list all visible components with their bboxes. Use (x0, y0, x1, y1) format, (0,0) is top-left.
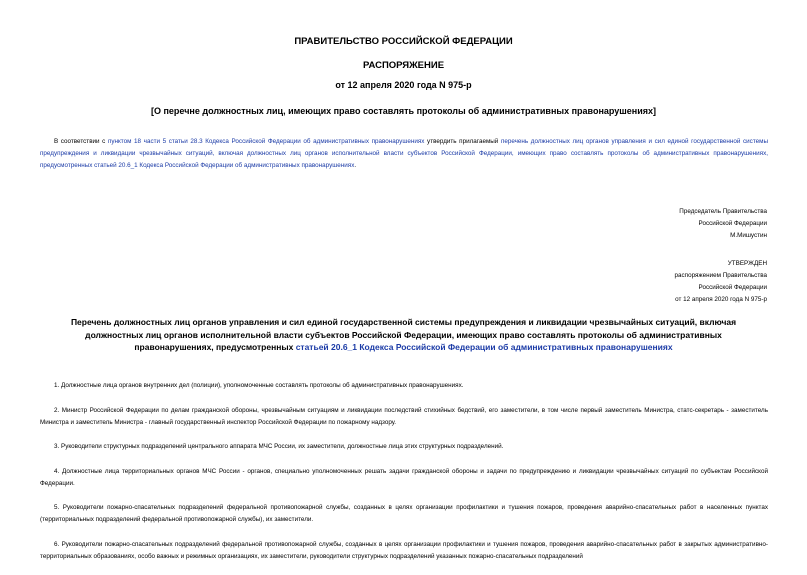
items-list (40, 380, 768, 575)
intro-text-3: . (354, 162, 357, 170)
list-item: 3. Руководители структурных подразделений центрального аппарата МЧС России, их заместители, должностные лица этих структурных подразделений. (54, 443, 504, 450)
list-item: 5. Руководители пожарно-спасательных подразделений федеральной противопожарной службы, созданных в целях организации профилактики и тушения пожаров, проведения аварийно-спасательных работ в населенных пунктах (территориальных подразделений федеральной противопожарной службы), их заместители. (40, 504, 768, 523)
government-heading: ПРАВИТЕЛЬСТВО РОССИЙСКОЙ ФЕДЕРАЦИИ (294, 36, 513, 47)
intro-link-article[interactable]: пунктом 18 части 5 статьи 28.3 Кодекса Российской Федерации об административных правонарушениях (107, 138, 425, 145)
approval-line-4: от 12 апреля 2020 года N 975-р (675, 296, 767, 303)
list-heading-text: Перечень должностных лиц органов управления и сил единой государственной системы предупреждения и ликвидации чрезвычайных ситуаций, включая должностных лиц органов исполнительной власти субъектов Российской Федерации, имеющих право составлять протоколы об административных правонарушениях, предусмотренных (70, 317, 737, 352)
list-item: 2. Министр Российской Федерации по делам гражданской обороны, чрезвычайным ситуациям и ликвидации последствий стихийных бедствий, его заместители, в том числе первый заместитель Министра, статс-секретарь - заместитель Министра и заместитель Министра - главный государственный инспектор Российской Федерации по пожарному надзору. (40, 406, 768, 426)
list-item: 1. Должностные лица органов внутренних дел (полиции), уполномоченные составлять протоколы об административных правонарушениях. (54, 382, 464, 389)
approval-line-2: распоряжением Правительства (674, 272, 767, 279)
approval-line-3: Российской Федерации (698, 284, 767, 291)
signature-block (679, 206, 767, 242)
intro-text-1: В соответствии с (54, 138, 108, 145)
signature-line-2: Российской Федерации (698, 220, 767, 227)
list-item: 4. Должностные лица территориальных органов МЧС России - органов, специально уполномоченных решать задачи гражданской обороны и задачи по предупреждению и ликвидации чрезвычайных ситуаций по субъектам Российской Федерации. (40, 467, 768, 487)
approval-block (675, 258, 767, 306)
signature-line-3: М.Мишустин (730, 232, 767, 239)
document-date: от 12 апреля 2020 года N 975-р (335, 80, 472, 90)
list-item: 6. Руководители пожарно-спасательных подразделений федеральной противопожарной службы, созданных в целях организации профилактики и тушения пожаров, проведения аварийно-спасательных работ в закрытых административно-территориальных образованиях, особо важных и режимных организациях, их заместители, руководители структурных подразделений указанных пожарно-спасательных подразделений (40, 540, 768, 560)
list-heading-link[interactable]: статьей 20.6_1 Кодекса Российской Федерации об административных правонарушениях (295, 342, 673, 352)
signature-line-1: Председатель Правительства (679, 208, 767, 215)
approval-line-1: УТВЕРЖДЕН (727, 260, 767, 267)
document-type: РАСПОРЯЖЕНИЕ (362, 60, 445, 71)
intro-link-list[interactable]: перечень должностных лиц органов управления и сил единой государственной системы предупреждения и ликвидации чрезвычайных ситуаций, включая должностных лиц органов исполнительной власти субъектов Российской Федерации, имеющих право составлять протоколы об административных правонарушениях, предусмотренных статьей 20.6_1 Кодекса Российской Федерации об административных правонарушениях (40, 138, 768, 170)
list-heading (60, 316, 747, 354)
document-title: [О перечне должностных лиц, имеющих право составлять протоколы об административных правонарушениях] (150, 106, 656, 116)
intro-text-2: утвердить прилагаемый (424, 138, 501, 145)
intro-paragraph (40, 136, 768, 173)
